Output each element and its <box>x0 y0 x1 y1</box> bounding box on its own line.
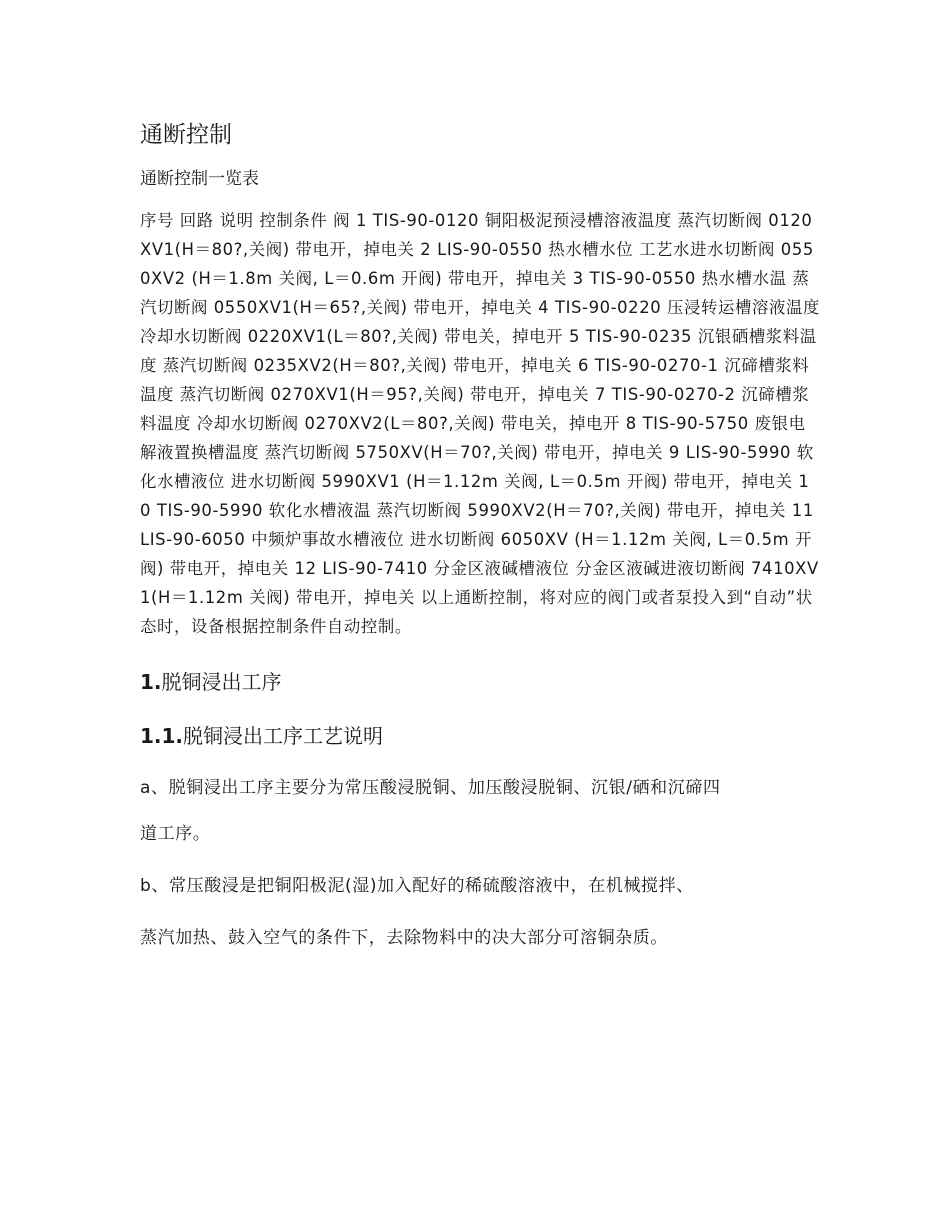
section-number: 1.1. <box>140 724 184 748</box>
paragraph-b-line2: 蒸汽加热、鼓入空气的条件下，去除物料中的决大部分可溶铜杂质。 <box>140 928 668 948</box>
section-heading-1-1 <box>140 721 820 751</box>
section-title: 脱铜浸出工序 <box>161 670 282 694</box>
control-table-text: 序号 回路 说明 控制条件 阀 1 TIS-90-0120 铜阳极泥预浸槽溶液温度 蒸汽切断阀 0120XV1(H＝80?,关阀) 带电开，掉电关 2 LIS-90-0550 热水槽水位 工艺水进水切断阀 0550XV2 (H＝1.8m 关阀, L＝0.6m 开阀) 带电开，掉电关 3 TIS-90-0550 热水槽水温 蒸汽切断阀 0550XV1(H＝65?,关阀) 带电开，掉电关 4 TIS-90-0220 压浸转运槽溶液温度 冷却水切断阀 0220XV1(L＝80?,关阀) 带电关，掉电开 5 TIS-90-0235 沉银硒槽浆料温度 蒸汽切断阀 0235XV2(H＝80?,关阀) 带电开，掉电关 6 TIS-90-0270-1 沉碲槽浆料温度 蒸汽切断阀 0270XV1(H＝95?,关阀) 带电开，掉电关 7 TIS-90-0270-2 沉碲槽浆料温度 冷却水切断阀 0270XV2(L＝80?,关阀) 带电关，掉电开 8 TIS-90-5750 废银电解液置换槽温度 蒸汽切断阀 5750XV(H＝70?,关阀) 带电开，掉电关 9 LIS-90-5990 软化水槽液位 进水切断阀 5990XV1 (H＝1.12m 关阀, L＝0.5m 开阀) 带电开，掉电关 10 TIS-90-5990 软化水槽液温 蒸汽切断阀 5990XV2(H＝70?,关阀) 带电开，掉电关 11 LIS-90-6050 中频炉事故水槽液位 进水切断阀 6050XV (H＝1.12m 关阀, L＝0.5m 开阀) 带电开，掉电关 12 LIS-90-7410 分金区液碱槽液位 分金区液碱进液切断阀 7410XV1(H＝1.12m 关阀) 带电开，掉电关 以上通断控制，将对应的阀门或者泵投入到“自动”状态时，设备根据控制条件自动控制。 <box>140 211 820 636</box>
section-heading-1 <box>140 667 820 697</box>
paragraph-a-line2: 道工序。 <box>140 824 211 844</box>
paragraph-a-line1: a、脱铜浸出工序主要分为常压酸浸脱铜、加压酸浸脱铜、沉银/硒和沉碲四 <box>140 778 721 798</box>
section-title: 脱铜浸出工序工艺说明 <box>183 724 384 748</box>
table-caption: 通断控制一览表 <box>140 169 259 189</box>
document-page <box>140 118 820 953</box>
page-title: 通断控制 <box>140 122 232 148</box>
section-number: 1. <box>140 670 162 694</box>
paragraph-b-line1: b、常压酸浸是把铜阳极泥(湿)加入配好的稀硫酸溶液中，在机械搅拌、 <box>140 876 694 896</box>
